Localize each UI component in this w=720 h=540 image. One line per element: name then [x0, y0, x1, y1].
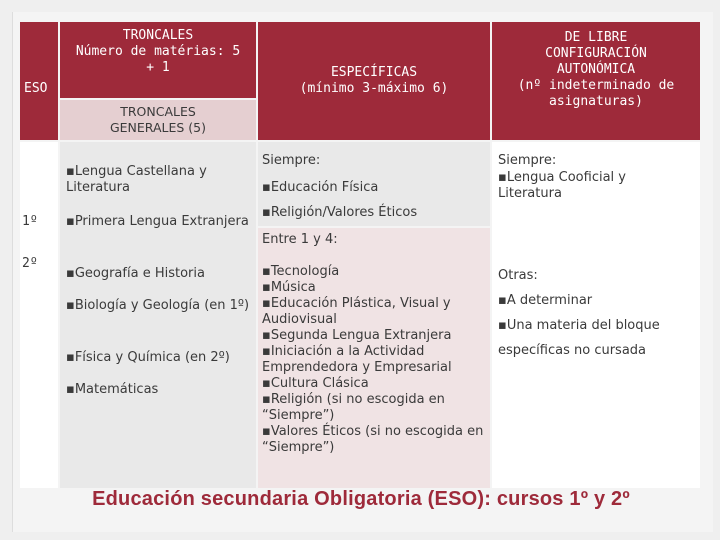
subject-tecnologia: Tecnología — [270, 264, 340, 279]
list-item: ▪Religión/Valores Éticos — [262, 205, 418, 220]
especificas-header — [258, 22, 490, 140]
list-item: ▪A determinar — [498, 293, 593, 308]
list-item — [262, 280, 484, 296]
troncales-title: TRONCALES — [122, 28, 194, 43]
list-item — [262, 392, 484, 424]
libre-title-4: (nº indeterminado de — [517, 78, 675, 93]
troncales-generales-list — [60, 142, 256, 488]
list-item — [262, 424, 484, 456]
list-item — [262, 296, 484, 328]
subject-musica: Música — [270, 280, 316, 295]
list-item: ▪Geografía e Historia — [66, 266, 205, 281]
libre-title-2: CONFIGURACIÓN — [545, 46, 647, 61]
troncales-generales-count: GENERALES (5) — [109, 120, 207, 135]
libre-header — [492, 22, 700, 140]
list-item: ▪Una materia del bloque — [498, 318, 660, 333]
subject-lengua: Lengua Castellana y Literatura — [66, 164, 207, 195]
especificas-entre — [258, 228, 490, 488]
list-item — [262, 328, 484, 344]
subject-educacion-fisica: Educación Física — [270, 180, 379, 195]
especificas-siempre-label: Siempre: — [262, 153, 321, 168]
list-item — [262, 264, 484, 280]
course-2: 2º — [22, 256, 38, 271]
especificas-title: ESPECÍFICAS — [330, 65, 418, 80]
especificas-entre-list — [262, 264, 484, 456]
list-item: ▪Lengua Cooficial y Literatura — [498, 170, 626, 201]
troncales-plus: + 1 — [146, 60, 170, 75]
course-1: 1º — [22, 214, 38, 229]
subject-lengua-cooficial: Lengua Cooficial y Literatura — [498, 170, 626, 201]
subject-valores-eticos: Valores Éticos (si no escogida en “Siempre”) — [262, 424, 484, 455]
troncales-count: Número de matérias: 5 — [75, 44, 241, 59]
libre-title-1: DE LIBRE — [564, 30, 628, 45]
list-item: ▪Primera Lengua Extranjera — [66, 214, 249, 229]
subject-geografia: Geografía e Historia — [74, 266, 205, 281]
slide-footer-title: Educación secundaria Obligatoria (ESO): cursos 1º y 2º — [92, 488, 630, 510]
libre-otra-materia: Una materia del bloque — [506, 318, 660, 333]
troncales-generales-header — [60, 100, 256, 140]
course-column — [20, 142, 58, 488]
subject-plastica: Educación Plástica, Visual y Audiovisual — [262, 296, 451, 327]
list-item — [262, 376, 484, 392]
list-item: ▪Física y Química (en 2º) — [66, 350, 230, 365]
eso-label: ESO — [24, 81, 48, 96]
list-item — [262, 344, 484, 376]
subject-matematicas: Matemáticas — [74, 382, 159, 397]
subject-segunda-lengua: Segunda Lengua Extranjera — [270, 328, 452, 343]
especificas-siempre — [258, 142, 490, 226]
troncales-header — [60, 22, 256, 98]
subject-primera-lengua: Primera Lengua Extranjera — [74, 214, 249, 229]
subject-religion-valores: Religión/Valores Éticos — [270, 205, 418, 220]
libre-otras-label: Otras: — [498, 268, 538, 283]
libre-title-5: asignaturas) — [549, 94, 643, 109]
libre-column — [492, 142, 700, 488]
subject-fisica: Física y Química (en 2º) — [74, 350, 230, 365]
especificas-range: (mínimo 3-máximo 6) — [299, 81, 449, 96]
list-item: ▪Biología y Geología (en 1º) — [66, 298, 250, 313]
list-item: ▪Lengua Castellana y Literatura — [66, 164, 207, 195]
especificas-entre-label: Entre 1 y 4: — [262, 232, 338, 247]
libre-a-determinar: A determinar — [506, 293, 593, 308]
eso-header-cell — [20, 22, 58, 140]
list-item: ▪Educación Física — [262, 180, 379, 195]
subject-iniciacion: Iniciación a la Actividad Emprendedora y Empresarial — [262, 344, 452, 375]
libre-title-3: AUTONÓMICA — [556, 62, 636, 77]
libre-siempre-label: Siempre: — [498, 153, 557, 168]
subject-cultura-clasica: Cultura Clásica — [270, 376, 369, 391]
libre-otra-materia-cont: específicas no cursada — [498, 343, 647, 358]
subject-religion: Religión (si no escogida en “Siempre”) — [262, 392, 445, 423]
troncales-generales-title: TRONCALES — [120, 104, 196, 119]
list-item: ▪Matemáticas — [66, 382, 159, 397]
subject-biologia: Biología y Geología (en 1º) — [74, 298, 250, 313]
